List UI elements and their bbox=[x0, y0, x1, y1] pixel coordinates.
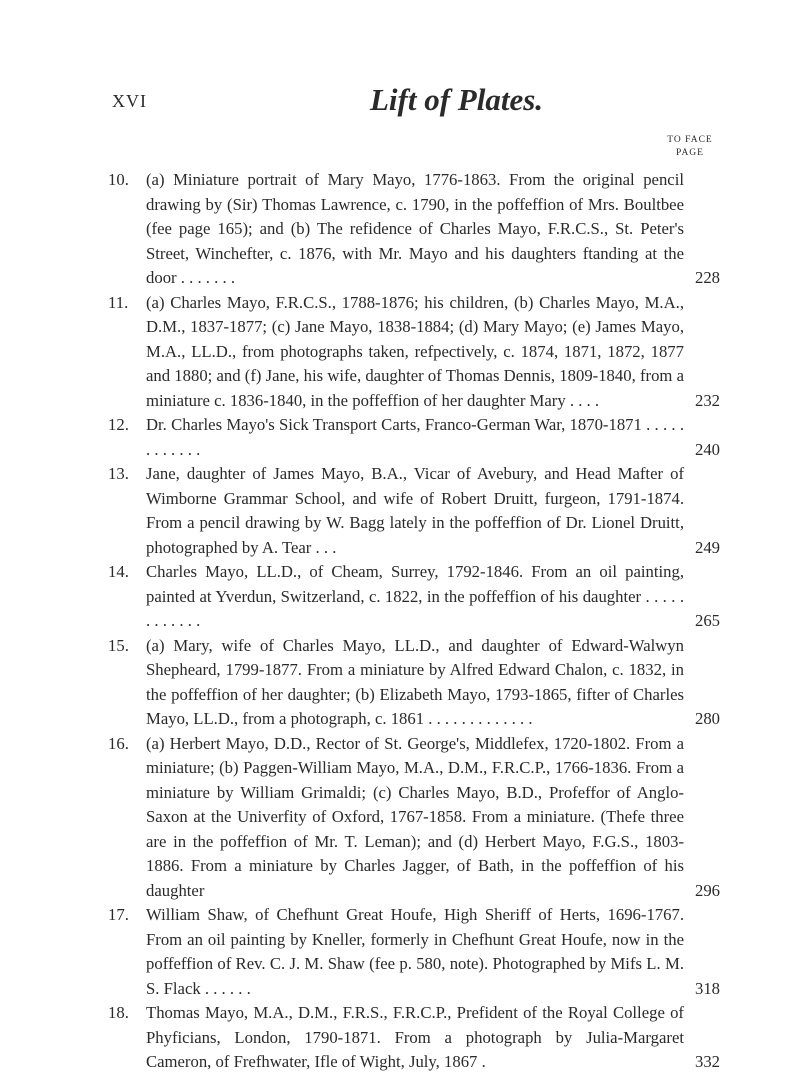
plate-description: (a) Herbert Mayo, D.D., Rector of St. George's, Middlefex, 1720-1802. From a miniature; (b) Paggen-William Mayo, M.A., D.M., F.R.C.P., 1766-1836. From a miniature by William Grimaldi; (c) Charles Mayo, B.D., Profeffor of Anglo-Saxon at the Univerfity of Oxford, 1767-1858. From a miniature. (Thefe three are in the poffeffion of Mr. T. Leman); and (d) Herbert Mayo, F.G.S., 1803-1886. From a miniature by Charles Jagger, of Bath, in the poffeffion of his daughter bbox=[146, 733, 684, 900]
plate-entry bbox=[108, 1001, 720, 1075]
plate-page: 240 bbox=[694, 439, 720, 459]
plate-page: 228 bbox=[694, 268, 720, 287]
plate-description: Jane, daughter of James Mayo, B.A., Vicar of Avebury, and Head Mafter of Wimborne Grammar School, and wife of Robert Druitt, furgeon, 1791-1874. From a pencil drawing by W. Bagg lately in the poffeffion of Dr. Lionel Druitt, photographed by A. Tear . . . bbox=[146, 464, 684, 557]
plate-page: 280 bbox=[694, 709, 720, 728]
plate-description: Charles Mayo, LL.D., of Cheam, Surrey, 1792-1846. From an oil painting, painted at Yverdun, Switzerland, c. 1822, in the poffeffion of his daughter . . . . . . . . . . . . bbox=[146, 562, 684, 630]
plate-number: 11. bbox=[108, 292, 129, 312]
plate-entry bbox=[108, 903, 720, 1001]
plate-page: 332 bbox=[694, 1052, 720, 1071]
plate-number: 12. bbox=[108, 415, 129, 434]
plate-description: (a) Miniature portrait of Mary Mayo, 1776-1863. From the original pencil drawing by (Sir) Thomas Lawrence, c. 1790, in the poffeffion of Mrs. Boultbee (fee page 165); and (b) The refidence of Charles Mayo, F.R.C.S., St. Peter's Street, Winchefter, c. 1876, with Mr. Mayo and his daughters ftanding at the door . . . . . . . bbox=[146, 170, 684, 287]
plate-entry bbox=[108, 291, 720, 414]
page-folio: xvi bbox=[112, 86, 147, 113]
plate-entry bbox=[108, 634, 720, 732]
plate-number: 13. bbox=[108, 464, 129, 483]
plate-entry bbox=[108, 462, 720, 560]
plate-description: (a) Charles Mayo, F.R.C.S., 1788-1876; his children, (b) Charles Mayo, M.A., D.M., 1837-1877; (c) Jane Mayo, 1838-1884; (d) Mary Mayo; (e) James Mayo, M.A., LL.D., from photographs taken, refpectively, c. 1874, 1871, 1872, 1877 and 1880; and (f) Jane, his wife, daughter of Thomas Dennis, 1809-1840, from a miniature c. 1836-1840, in the poffeffion of her daughter Mary . . . . bbox=[146, 292, 684, 410]
plate-entry bbox=[108, 560, 720, 634]
plate-description: (a) Mary, wife of Charles Mayo, LL.D., and daughter of Edward-Walwyn Shepheard, 1799-1877. From a miniature by Alfred Edward Chalon, c. 1832, in the poffeffion of her daughter; (b) Elizabeth Mayo, 1793-1865, fifter of Charles Mayo, LL.D., from a photograph, c. 1861 . . . . . . . . . . . . . bbox=[146, 635, 684, 728]
plate-entry bbox=[108, 732, 720, 904]
plate-page: 296 bbox=[694, 880, 720, 900]
plate-description: William Shaw, of Chefhunt Great Houfe, High Sheriff of Herts, 1696-1767. From an oil painting by Kneller, formerly in Chefhunt Great Houfe, now in the poffeffion of Rev. C. J. M. Shaw (fee p. 580, note). Photographed by Mifs L. M. S. Flack . . . . . . bbox=[146, 905, 684, 998]
plate-number: 16. bbox=[108, 733, 129, 753]
plate-page: 249 bbox=[694, 537, 720, 557]
plate-number: 17. bbox=[108, 905, 129, 924]
plate-entry bbox=[108, 168, 720, 291]
plate-description: Dr. Charles Mayo's Sick Transport Carts, Franco-German War, 1870-1871 . . . . . . . . . . . . bbox=[146, 415, 684, 459]
plate-number: 15. bbox=[108, 635, 129, 655]
plate-page: 318 bbox=[694, 978, 720, 998]
plate-number: 18. bbox=[108, 1003, 129, 1022]
plate-number: 10. bbox=[108, 170, 129, 189]
plate-description: Thomas Mayo, M.A., D.M., F.R.S., F.R.C.P., Prefident of the Royal College of Phyficians, London, 1790-1871. From a photograph by Julia-Margaret Cameron, of Frefhwater, Ifle of Wight, July, 1867 . bbox=[146, 1003, 684, 1071]
plate-entry bbox=[108, 413, 720, 462]
running-title: Lift of Plates. bbox=[370, 82, 544, 117]
column-heading bbox=[660, 134, 720, 160]
plates-list bbox=[108, 168, 720, 1075]
plate-page: 265 bbox=[694, 611, 720, 630]
plate-page: 232 bbox=[694, 390, 720, 410]
to-face-label: TO FACE bbox=[667, 135, 713, 145]
page-header bbox=[112, 82, 712, 126]
plate-number: 14. bbox=[108, 562, 129, 581]
page-label: PAGE bbox=[676, 148, 704, 158]
